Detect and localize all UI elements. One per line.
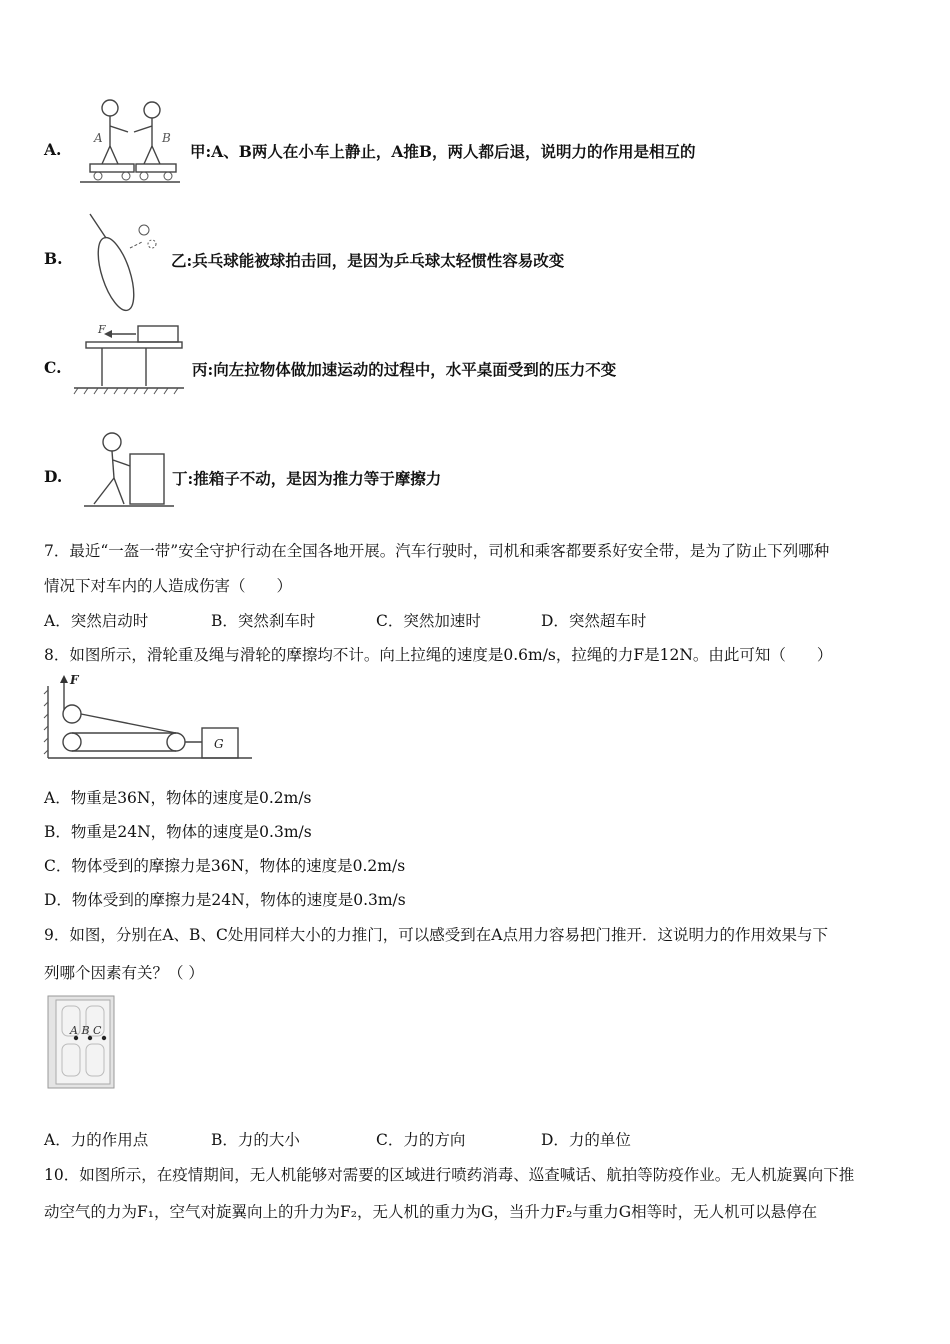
q8-stem: 8．如图所示，滑轮重及绳与滑轮的摩擦均不计。向上拉绳的速度是0.6m/s，拉绳的力F是12N。由此可知（ ）: [44, 646, 833, 664]
q8-option-a: A．物重是36N，物体的速度是0.2m/s: [44, 789, 312, 807]
q9-option-a: A．力的作用点: [44, 1131, 149, 1149]
label-door-points: A B C: [70, 1024, 102, 1037]
q10-stem-line1: 10．如图所示，在疫情期间，无人机能够对需要的区域进行喷药消毒、巡查喊话、航拍等防疫作业。无人机旋翼向下推: [44, 1166, 855, 1184]
label-force-f: F: [98, 323, 106, 336]
label-weight-g: G: [214, 737, 224, 751]
option-d-letter: D.: [44, 467, 63, 486]
q9-option-d: D．力的单位: [541, 1131, 631, 1149]
figure-yi-paddle: [86, 212, 166, 324]
figure-ding-box: [84, 430, 174, 514]
q8-option-b: B．物重是24N，物体的速度是0.3m/s: [44, 823, 312, 841]
q8-option-d: D．物体受到的摩擦力是24N，物体的速度是0.3m/s: [44, 891, 406, 909]
q9-stem-line2: 列哪个因素有关？（ ）: [44, 964, 204, 982]
option-c-text: 丙:向左拉物体做加速运动的过程中，水平桌面受到的压力不变: [192, 360, 617, 379]
figure-pulley-system: [44, 672, 254, 768]
label-person-a: A: [94, 131, 103, 145]
q9-stem-line1: 9．如图，分别在A、B、C处用同样大小的力推门，可以感受到在A点用力容易把门推开．这说明力的作用效果与下: [44, 926, 829, 944]
label-person-b: B: [162, 131, 171, 145]
q10-stem-line2: 动空气的力为F₁，空气对旋翼向上的升力为F₂，无人机的重力为G，当升力F₂与重力G相等时，无人机可以悬停在: [44, 1203, 818, 1221]
q9-option-c: C．力的方向: [376, 1131, 466, 1149]
option-c-letter: C.: [44, 358, 62, 377]
figure-bing-table: [74, 320, 186, 400]
q7-option-a: A．突然启动时: [44, 612, 149, 630]
option-a-text: 甲:A、B两人在小车上静止，A推B，两人都后退，说明力的作用是相互的: [190, 142, 696, 161]
q7-stem-line1: 7．最近“一盔一带”安全守护行动在全国各地开展。汽车行驶时，司机和乘客都要系好安全带，是为了防止下列哪种: [44, 542, 830, 560]
option-a-letter: A.: [44, 140, 62, 159]
q7-stem-line2: 情况下对车内的人造成伤害（ ）: [44, 577, 293, 595]
figure-jia-carts: [80, 98, 180, 188]
option-b-letter: B.: [44, 249, 63, 268]
q9-option-b: B．力的大小: [211, 1131, 300, 1149]
label-force-f-pulley: F: [70, 673, 79, 687]
option-b-text: 乙:兵乓球能被球拍击回，是因为乒乓球太轻惯性容易改变: [171, 251, 565, 270]
q7-option-d: D．突然超车时: [541, 612, 647, 630]
q7-option-b: B．突然刹车时: [211, 612, 316, 630]
option-d-text: 丁:推箱子不动，是因为推力等于摩擦力: [172, 469, 442, 488]
q8-option-c: C．物体受到的摩擦力是36N，物体的速度是0.2m/s: [44, 857, 406, 875]
q7-option-c: C．突然加速时: [376, 612, 481, 630]
figure-door: [48, 996, 120, 1090]
